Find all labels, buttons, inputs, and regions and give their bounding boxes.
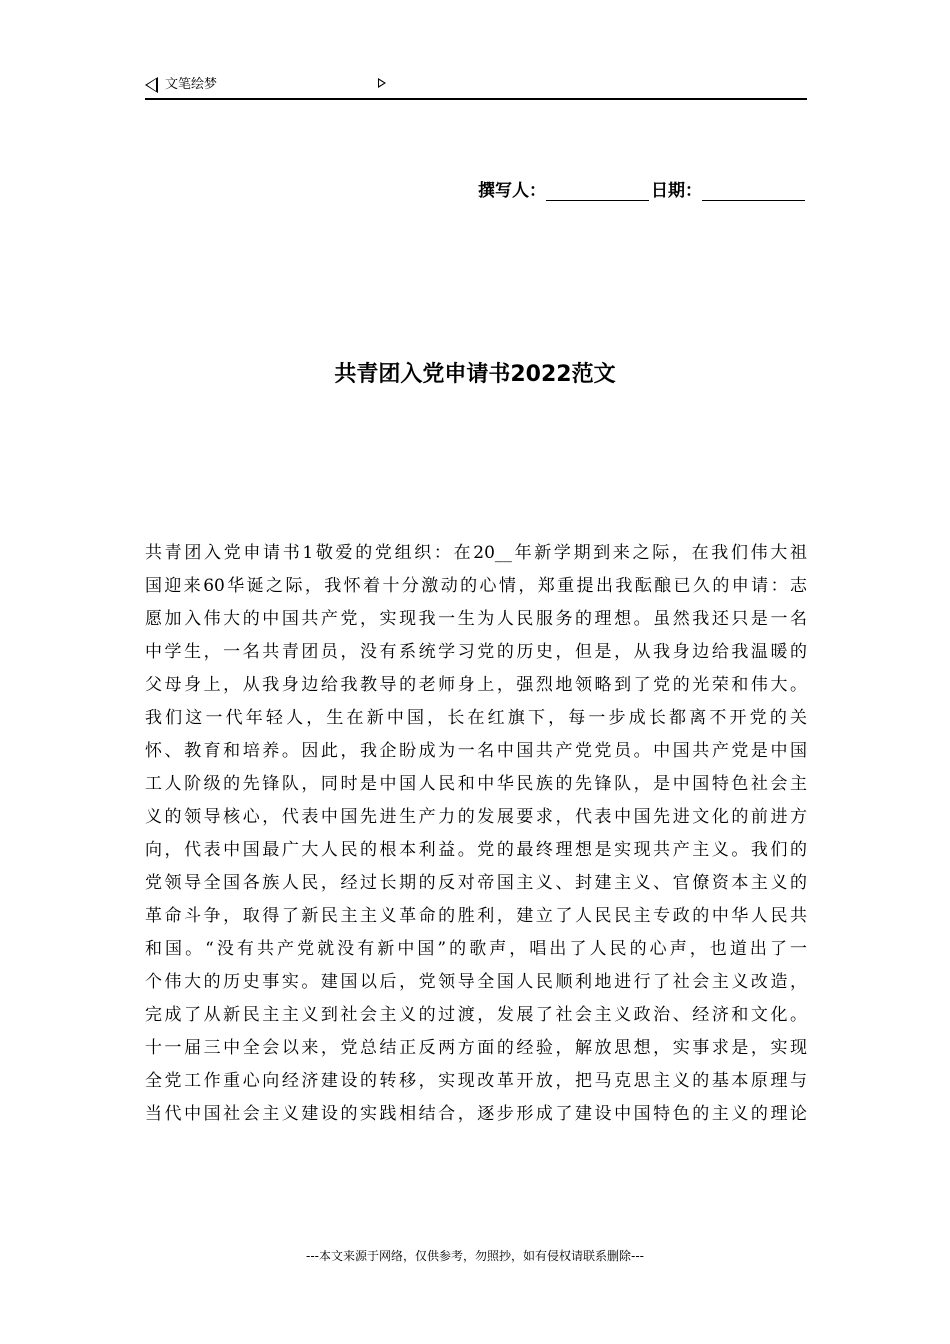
right-triangle-icon (378, 78, 386, 88)
header-brand: 文笔绘梦 (165, 77, 218, 92)
page-footer: ---本文来源于网络，仅供参考，勿照抄，如有侵权请联系删除--- (306, 1249, 644, 1263)
page-header (145, 74, 807, 100)
body-line: 十一届三中全会以来，党总结正反两方面的经验，解放思想，实事求是，实现 (145, 1038, 807, 1058)
body-line: 全党工作重心向经济建设的转移，实现改革开放，把马克思主义的基本原理与 (145, 1071, 807, 1091)
body-line: 国迎来60华诞之际，我怀着十分激动的心情，郑重提出我酝酿已久的申请：志 (145, 576, 807, 596)
body-line: 父母身上，从我身边给我教导的老师身上，强烈地领略到了党的光荣和伟大。 (145, 675, 807, 695)
author-blank-field (546, 180, 649, 201)
body-line: 义的领导核心，代表中国先进生产力的发展要求，代表中国先进文化的前进方 (145, 807, 807, 827)
body-line: 怀、教育和培养。因此，我企盼成为一名中国共产党党员。中国共产党是中国 (145, 741, 807, 761)
left-triangle-icon (145, 77, 158, 93)
body-line: 我们这一代年轻人，生在新中国，长在红旗下，每一步成长都离不开党的关 (145, 708, 807, 728)
body-line: 愿加入伟大的中国共产党，实现我一生为人民服务的理想。虽然我还只是一名 (145, 609, 807, 629)
body-line: 个伟大的历史事实。建国以后，党领导全国人民顺利地进行了社会主义改造， (145, 972, 807, 992)
body-line: 工人阶级的先锋队，同时是中国人民和中华民族的先锋队，是中国特色社会主 (145, 774, 807, 794)
author-label: 撰写人： (478, 181, 546, 201)
date-label: 日期： (651, 181, 702, 201)
body-line: 当代中国社会主义建设的实践相结合，逐步形成了建设中国特色的主义的理论 (145, 1104, 807, 1124)
body-line: 革命斗争，取得了新民主主义革命的胜利，建立了人民民主专政的中华人民共 (145, 906, 807, 926)
date-blank-field (702, 180, 805, 201)
body-line: 向，代表中国最广大人民的根本利益。党的最终理想是实现共产主义。我们的 (145, 840, 807, 860)
document-title: 共青团入党申请书2022范文 (334, 362, 616, 387)
body-line: 和国。“没有共产党就没有新中国”的歌声，唱出了人民的心声，也道出了一 (145, 939, 807, 959)
body-line: 共青团入党申请书1敬爱的党组织：在20__年新学期到来之际，在我们伟大祖 (145, 543, 807, 563)
body-line: 完成了从新民主主义到社会主义的过渡，发展了社会主义政治、经济和文化。 (145, 1005, 807, 1025)
body-text (145, 537, 807, 1131)
body-line: 党领导全国各族人民，经过长期的反对帝国主义、封建主义、官僚资本主义的 (145, 873, 807, 893)
body-line: 中学生，一名共青团员，没有系统学习党的历史，但是，从我身边给我温暖的 (145, 642, 807, 662)
author-date-line (478, 176, 807, 201)
